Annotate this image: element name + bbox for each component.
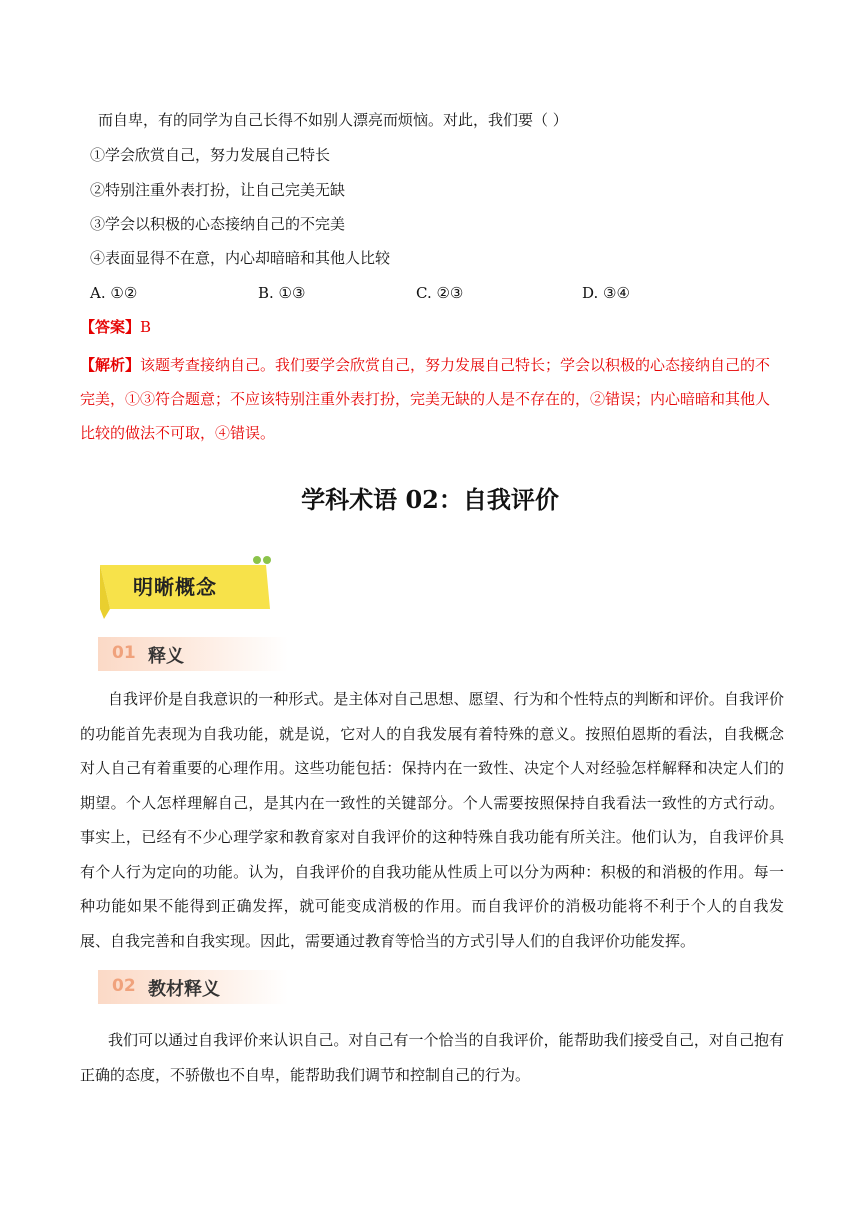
choice-c: C. ②③ xyxy=(416,284,464,302)
subhead-definition xyxy=(98,637,288,671)
subhead-number: 01 xyxy=(112,643,136,663)
choice-d: D. ③④ xyxy=(582,284,630,302)
answer-line xyxy=(80,317,151,337)
question-stem: 而自卑，有的同学为自己长得不如别人漂亮而烦恼。对此，我们要（ ） xyxy=(98,111,568,129)
explanation-block xyxy=(80,348,780,450)
subhead-label: 教材释义 xyxy=(148,979,220,1000)
option-3: ③学会以积极的心态接纳自己的不完美 xyxy=(90,215,346,233)
concept-banner xyxy=(100,555,272,619)
textbook-paragraph: 我们可以通过自我评价来认识自己。对自己有一个恰当的自我评价，能帮助我们接受自己，对自己抱有正确的态度，不骄傲也不自卑，能帮助我们调节和控制自己的行为。 xyxy=(80,1031,784,1084)
explanation-text: 该题考查接纳自己。我们要学会欣赏自己，努力发展自己特长；学会以积极的心态接纳自己的不完美，①③符合题意；不应该特别注重外表打扮，完美无缺的人是不存在的，②错误；内心暗暗和其他人比较的做法不可取，④错误。 xyxy=(80,356,771,442)
explanation-tag: 【解析】 xyxy=(80,356,141,374)
answer-value: B xyxy=(140,318,152,336)
subhead-textbook xyxy=(98,970,288,1004)
answer-tag: 【答案】 xyxy=(80,318,141,336)
definition-paragraph: 自我评价是自我意识的一种形式。是主体对自己思想、愿望、行为和个性特点的判断和评价。自我评价的功能首先表现为自我功能，就是说，它对人的自我发展有着特殊的意义。按照伯恩斯的看法，自我概念对人自己有着重要的心理作用。这些功能包括：保持内在一致性、决定个人对经验怎样解释和决定人们的期望。个人怎样理解自己，是其内在一致性的关键部分。个人需要按照保持自我看法一致性的方式行动。事实上，已经有不少心理学家和教育家对自我评价的这种特殊自我功能有所关注。他们认为，自我评价具有个人行为定向的功能。认为，自我评价的自我功能从性质上可以分为两种：积极的和消极的作用。每一种功能如果不能得到正确发挥，就可能变成消极的作用。而自我评价的消极功能将不利于个人的自我发展、自我完善和自我实现。因此，需要通过教育等恰当的方式引导人们的自我评价功能发挥。 xyxy=(80,690,784,950)
choice-b: B. ①③ xyxy=(258,284,306,302)
option-2: ②特别注重外表打扮，让自己完美无缺 xyxy=(90,181,346,199)
subhead-label: 释义 xyxy=(148,646,184,667)
subhead-number: 02 xyxy=(112,976,136,996)
option-4: ④表面显得不在意，内心却暗暗和其他人比较 xyxy=(90,249,391,267)
answer-choices xyxy=(90,283,790,303)
section-title: 学科术语 02：自我评价 xyxy=(301,485,559,514)
banner-label: 明晰概念 xyxy=(133,575,217,599)
choice-a: A. ①② xyxy=(90,284,138,302)
option-1: ①学会欣赏自己，努力发展自己特长 xyxy=(90,146,331,164)
